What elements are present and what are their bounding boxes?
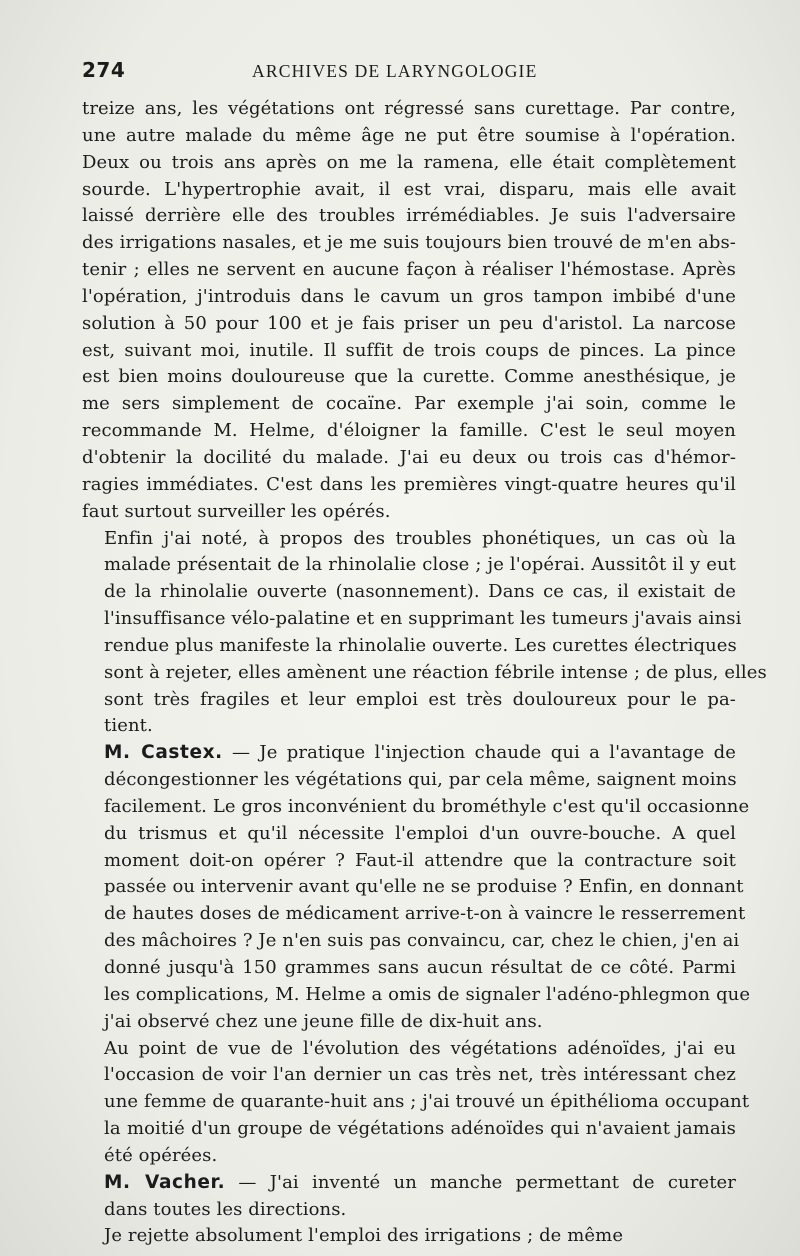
text-line: malade présentait de la rhinolalie close ; je l'opérai. Aussitôt il y eut (104, 554, 736, 576)
text-line: l'insuffisance vélo-palatine et en supprimant les tumeurs j'avais ainsi (104, 608, 742, 630)
speaker-remark: — Je pratique l'injection chaude qui a l'avantage de (222, 742, 736, 764)
text-line: du trismus et qu'il nécessite l'emploi d'un ouvre-bouche. A quel (104, 822, 736, 844)
text-line: une autre malade du même âge ne put être soumise à l'opération. (82, 124, 736, 146)
paragraph (82, 1170, 736, 1224)
text-line: est bien moins douloureuse que la curette. Comme anesthésique, je (82, 366, 736, 388)
text-line: ragies immédiates. C'est dans les premières vingt-quatre heures qu'il (82, 473, 736, 495)
page-header (82, 58, 718, 84)
text-line: une femme de quarante-huit ans ; j'ai trouvé un épithélioma occupant (104, 1091, 750, 1113)
text-line: tient. (104, 715, 153, 737)
text-line: sont à rejeter, elles amènent une réaction fébrile intense ; de plus, elles (104, 661, 767, 683)
text-line: rendue plus manifeste la rhinolalie ouverte. Les curettes électriques (104, 634, 737, 656)
body-text (82, 96, 767, 1250)
page-number: 274 (82, 58, 126, 82)
text-line: treize ans, les végétations ont régressé sans curettage. Par contre, (82, 98, 736, 119)
paragraph (82, 1223, 736, 1250)
text-line (82, 740, 736, 767)
text-line: d'obtenir la docilité du malade. J'ai eu deux ou trois cas d'hémor- (82, 446, 736, 468)
text-line: Je rejette absolument l'emploi des irrigations ; de même (104, 1225, 624, 1247)
text-line: les complications, M. Helme a omis de signaler l'adéno-phlegmon que (104, 983, 751, 1005)
text-line: solution à 50 pour 100 et je fais priser un peu d'aristol. La narcose (82, 312, 736, 334)
text-line (82, 1170, 736, 1197)
paragraph (82, 740, 751, 1035)
text-line: donné jusqu'à 150 grammes sans aucun résultat de ce côté. Parmi (104, 957, 736, 978)
text-line: de la rhinolalie ouverte (nasonnement). Dans ce cas, il existait de (104, 581, 736, 603)
text-line: sourde. L'hypertrophie avait, il est vrai, disparu, mais elle avait (82, 178, 736, 200)
text-line: j'ai observé chez une jeune fille de dix-huit ans. (104, 1010, 543, 1032)
text-line: Deux ou trois ans après on me la ramena, elle était complètement (82, 151, 736, 173)
text-line: recommande M. Helme, d'éloigner la famille. C'est le seul moyen (82, 420, 736, 442)
text-line: décongestionner les végétations qui, par cela même, saignent moins (104, 769, 737, 791)
text-line: Enfin j'ai noté, à propos des troubles phonétiques, un cas où la (104, 527, 736, 549)
paragraph (82, 526, 767, 741)
text-line: facilement. Le gros inconvénient du brométhyle c'est qu'il occasionne (104, 795, 750, 817)
text-line: sont très fragiles et leur emploi est très douloureux pour le pa- (104, 688, 736, 710)
text-line: été opérées. (104, 1144, 218, 1166)
speaker-name: M. Vacher. (104, 1171, 226, 1193)
text-line: moment doit-on opérer ? Faut-il attendre que la contracture soit (104, 849, 736, 871)
text-line: des irrigations nasales, et je me suis toujours bien trouvé de m'en abs- (82, 232, 736, 254)
text-line: laissé derrière elle des troubles irrémédiables. Je suis l'adversaire (82, 205, 736, 227)
text-line: passée ou intervenir avant qu'elle ne se produise ? Enfin, en donnant (104, 876, 744, 898)
speaker-name: M. Castex. (104, 742, 223, 764)
speaker-remark: — J'ai inventé un manche permettant de cureter (225, 1171, 736, 1193)
text-line: Au point de vue de l'évolution des végétations adénoïdes, j'ai eu (104, 1037, 736, 1059)
text-line: l'opération, j'introduis dans le cavum un gros tampon imbibé d'une (82, 285, 736, 307)
paragraph (82, 96, 736, 526)
text-line: faut surtout surveiller les opérés. (82, 500, 391, 522)
text-line: dans toutes les directions. (104, 1198, 347, 1220)
text-line: des mâchoires ? Je n'en suis pas convaincu, car, chez le chien, j'en ai (104, 930, 740, 952)
paragraph (82, 1036, 750, 1170)
running-title: ARCHIVES DE LARYNGOLOGIE (252, 61, 538, 81)
text-line: de hautes doses de médicament arrive-t-on à vaincre le resserrement (104, 903, 746, 925)
text-line: tenir ; elles ne servent en aucune façon à réaliser l'hémostase. Après (82, 259, 736, 281)
text-line: la moitié d'un groupe de végétations adénoïdes qui n'avaient jamais (104, 1118, 736, 1140)
text-line: l'occasion de voir l'an dernier un cas très net, très intéressant chez (104, 1064, 736, 1086)
text-line: est, suivant moi, inutile. Il suffit de trois coups de pinces. La pince (82, 339, 736, 361)
text-line: me sers simplement de cocaïne. Par exemple j'ai soin, comme le (82, 393, 736, 415)
